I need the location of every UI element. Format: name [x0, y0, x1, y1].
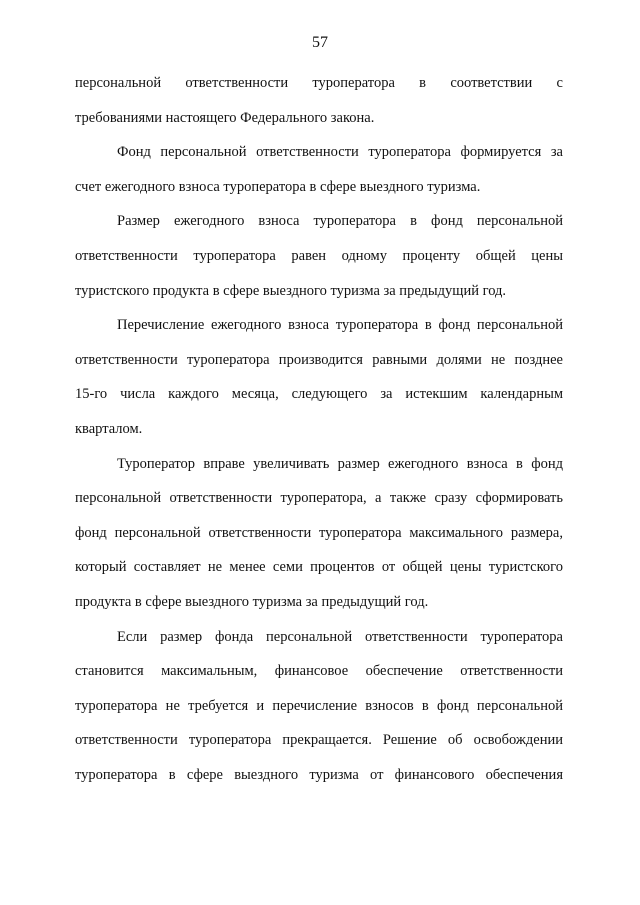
text-line: Фонд персональной ответственности туроператора формируется за [117, 144, 563, 161]
text-line: ответственности туроператора прекращается. Решение об освобождении [75, 732, 563, 749]
text-line: Перечисление ежегодного взноса туроператора в фонд персональной [117, 317, 563, 334]
paragraph [75, 447, 563, 620]
page-number: 57 [312, 34, 328, 51]
document-body [75, 66, 563, 792]
text-line: ответственности туроператора равен одному проценту общей цены [75, 247, 563, 264]
text-line: требованиями настоящего Федерального закона. [75, 109, 375, 126]
paragraph [75, 620, 563, 793]
text-line: туристского продукта в сфере выездного туризма за предыдущий год. [75, 282, 507, 299]
text-line: Если размер фонда персональной ответственности туроператора [117, 628, 563, 645]
text-line: который составляет не менее семи процентов от общей цены туристского [75, 559, 563, 576]
text-line: становится максимальным, финансовое обеспечение ответственности [75, 663, 563, 680]
text-line: ответственности туроператора производится равными долями не позднее [75, 351, 563, 368]
text-line: персональной ответственности туроператора, а также сразу сформировать [75, 490, 563, 507]
text-line: фонд персональной ответственности туроператора максимального размера, [75, 524, 563, 541]
text-line: продукта в сфере выездного туризма за предыдущий год. [75, 593, 429, 610]
paragraph [75, 204, 563, 308]
text-line: туроператора не требуется и перечисление взносов в фонд персональной [75, 697, 563, 714]
paragraph [75, 308, 563, 446]
paragraph [75, 135, 563, 204]
text-line: Размер ежегодного взноса туроператора в фонд персональной [117, 213, 563, 230]
text-line: кварталом. [75, 420, 143, 437]
text-line: счет ежегодного взноса туроператора в сфере выездного туризма. [75, 178, 481, 195]
paragraph [75, 66, 563, 135]
text-line: 15-го числа каждого месяца, следующего за истекшим календарным [75, 386, 563, 403]
text-line: туроператора в сфере выездного туризма от финансового обеспечения [75, 766, 563, 783]
text-line: Туроператор вправе увеличивать размер ежегодного взноса в фонд [117, 455, 563, 472]
text-line: персональной ответственности туроператора в соответствии с [75, 75, 563, 91]
